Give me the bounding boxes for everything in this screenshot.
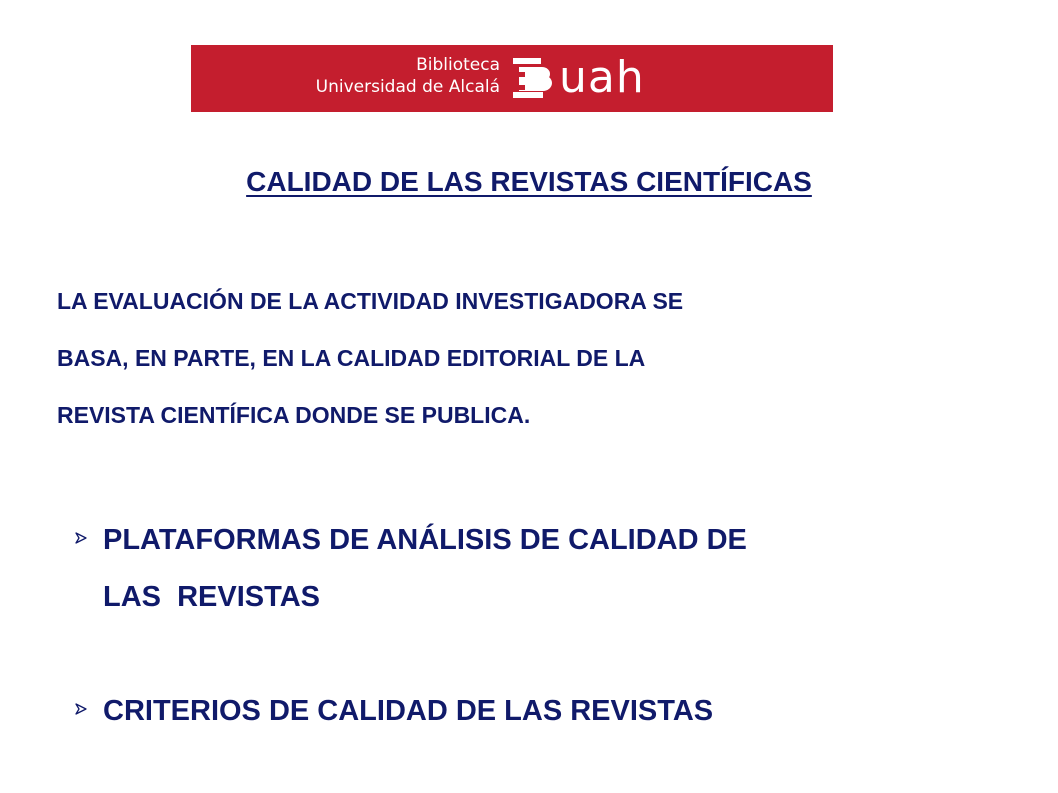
bullet-item-platforms (74, 512, 974, 626)
bullet-text: PLATAFORMAS DE ANÁLISIS DE CALIDAD DE (103, 524, 747, 556)
logo-banner (191, 45, 833, 112)
page-title: CALIDAD DE LAS REVISTAS CIENTÍFICAS (246, 166, 812, 197)
intro-line: BASA, EN PARTE, EN LA CALIDAD EDITORIAL DE LA (57, 345, 646, 371)
intro-paragraph (57, 273, 1007, 444)
logo-text (316, 54, 500, 98)
arrow-bullet-icon (74, 702, 88, 716)
intro-line: REVISTA CIENTÍFICA DONDE SE PUBLICA. (57, 402, 531, 428)
logo-line-biblioteca: Biblioteca (416, 55, 500, 75)
bullet-item-criteria (74, 683, 974, 740)
intro-line: LA EVALUACIÓN DE LA ACTIVIDAD INVESTIGADORA SE (57, 288, 684, 314)
bullet-text: LAS REVISTAS (103, 581, 320, 613)
b-letter-icon (511, 54, 557, 102)
bullet-list (74, 512, 974, 740)
arrow-bullet-icon (74, 531, 88, 545)
logo-line-university: Universidad de Alcalá (315, 77, 500, 97)
logo-wordmark: uah (559, 52, 645, 103)
bullet-text: CRITERIOS DE CALIDAD DE LAS REVISTAS (103, 695, 714, 727)
